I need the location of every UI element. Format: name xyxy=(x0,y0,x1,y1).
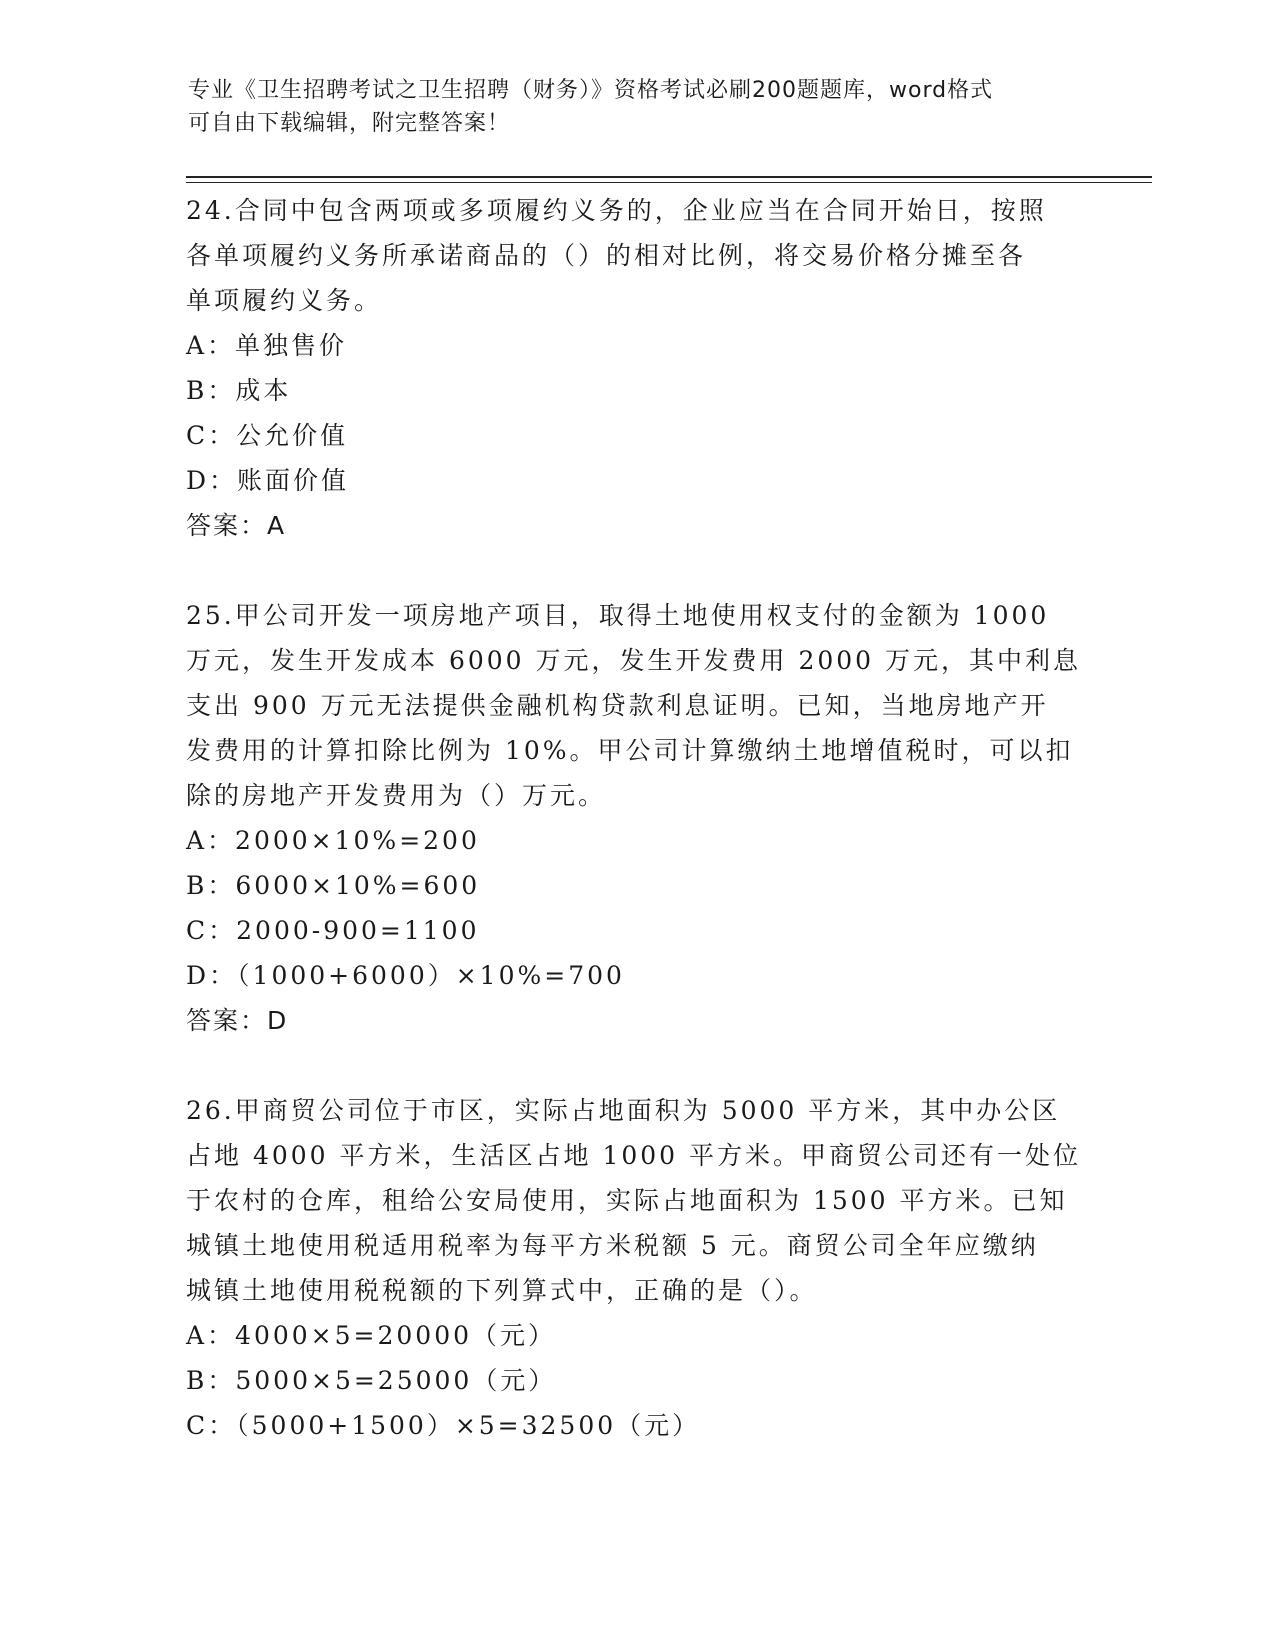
question-stem-line: 城镇土地使用税税额的下列算式中，正确的是（）。 xyxy=(186,1276,818,1305)
document-header xyxy=(188,74,1088,140)
option-c: C：2000-900=1100 xyxy=(186,916,480,945)
option-b: B：成本 xyxy=(186,376,292,405)
question-stem-line: 除的房地产开发费用为（）万元。 xyxy=(186,781,607,810)
question-stem-line: 25.甲公司开发一项房地产项目，取得土地使用权支付的金额为 1000 xyxy=(186,601,1050,630)
question-24 xyxy=(186,188,1086,548)
header-divider-thick xyxy=(186,176,1152,178)
question-stem-line: 支出 900 万元无法提供金融机构贷款利息证明。已知，当地房地产开 xyxy=(186,691,1049,720)
header-divider-thin xyxy=(186,182,1152,183)
option-b: B：6000×10%=600 xyxy=(186,871,481,900)
header-line-2: 可自由下载编辑，附完整答案！ xyxy=(188,111,511,136)
question-stem-line: 占地 4000 平方米，生活区占地 1000 平方米。甲商贸公司还有一处位 xyxy=(186,1141,1082,1170)
option-a: A：4000×5=20000（元） xyxy=(186,1321,557,1350)
answer-line: 答案：A xyxy=(186,511,287,540)
header-line-1: 专业《卫生招聘考试之卫生招聘（财务）》资格考试必刷200题题库，word格式 xyxy=(188,78,994,103)
option-d: D：账面价值 xyxy=(186,466,350,495)
option-d: D：（1000+6000）×10%=700 xyxy=(186,961,625,990)
question-spacer xyxy=(186,1043,1086,1088)
question-list xyxy=(186,188,1086,1448)
question-stem-line: 26.甲商贸公司位于市区，实际占地面积为 5000 平方米，其中办公区 xyxy=(186,1096,1061,1125)
option-b: B：5000×5=25000（元） xyxy=(186,1366,557,1395)
option-c: C：（5000+1500）×5=32500（元） xyxy=(186,1411,701,1440)
question-stem-line: 发费用的计算扣除比例为 10%。甲公司计算缴纳土地增值税时，可以扣 xyxy=(186,736,1074,765)
question-26 xyxy=(186,1088,1086,1448)
question-stem-line: 城镇土地使用税适用税率为每平方米税额 5 元。商贸公司全年应缴纳 xyxy=(186,1231,1039,1260)
question-spacer xyxy=(186,548,1086,593)
question-stem-line: 各单项履约义务所承诺商品的（）的相对比例，将交易价格分摊至各 xyxy=(186,241,1027,270)
question-25 xyxy=(186,593,1086,1043)
question-stem-line: 单项履约义务。 xyxy=(186,286,383,315)
question-stem-line: 于农村的仓库，租给公安局使用，实际占地面积为 1500 平方米。已知 xyxy=(186,1186,1068,1215)
answer-line: 答案：D xyxy=(186,1006,289,1035)
option-a: A：单独售价 xyxy=(186,331,348,360)
option-c: C：公允价值 xyxy=(186,421,349,450)
option-a: A：2000×10%=200 xyxy=(186,826,480,855)
question-stem-line: 万元，发生开发成本 6000 万元，发生开发费用 2000 万元，其中利息 xyxy=(186,646,1082,675)
question-stem-line: 24.合同中包含两项或多项履约义务的，企业应当在合同开始日，按照 xyxy=(186,196,1047,225)
